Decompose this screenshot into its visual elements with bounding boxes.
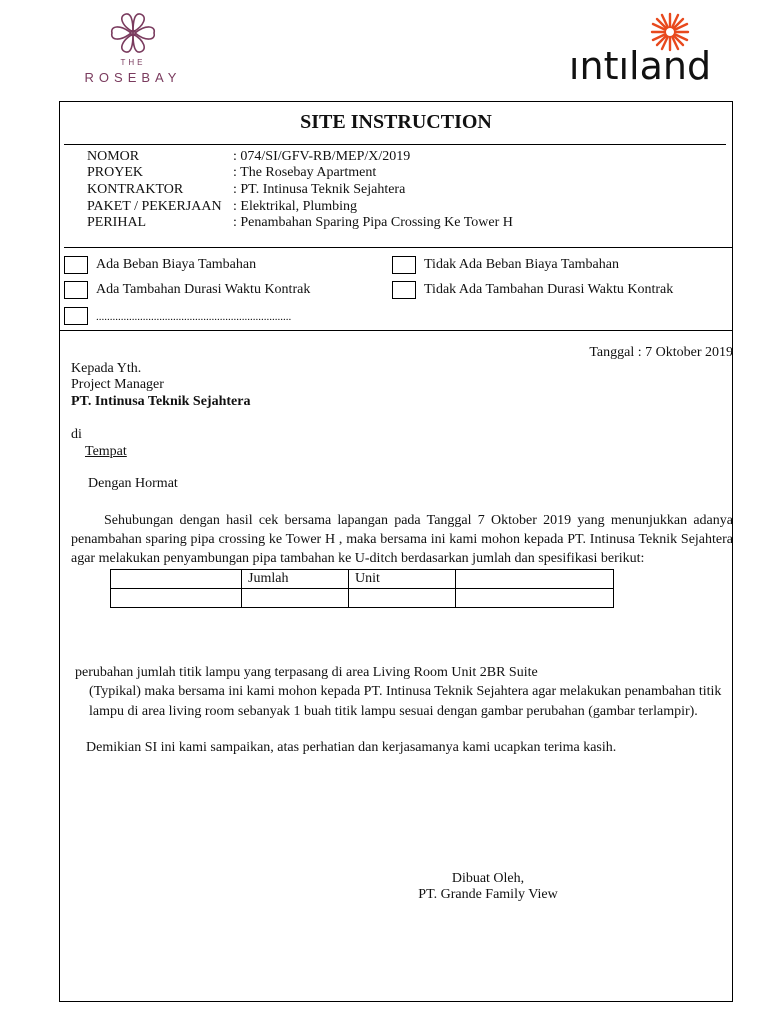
greeting: Dengan Hormat (88, 476, 178, 491)
rosebay-flower-icon (78, 12, 188, 56)
table-header-unit: Unit (349, 570, 456, 589)
table-header-cell (111, 570, 242, 589)
table-row (111, 589, 614, 608)
checkbox-label-biaya-tidak: Tidak Ada Beban Biaya Tambahan (424, 257, 619, 272)
recipient-perusahaan: PT. Intinusa Teknik Sejahtera (71, 394, 251, 409)
table-header-cell (456, 570, 614, 589)
table-header-row (111, 570, 614, 589)
recipient-di: di (71, 427, 82, 442)
checkbox-durasi-ada[interactable] (64, 281, 88, 299)
meta-value-paket: : Elektrikal, Plumbing (233, 199, 358, 214)
recipient-jabatan: Project Manager (71, 377, 164, 392)
table-cell (456, 589, 614, 608)
rosebay-name-text: ROSEBAY (84, 70, 182, 85)
title-divider (64, 144, 726, 145)
document-date: Tanggal : 7 Oktober 2019 (589, 345, 733, 360)
closing-text: Demikian SI ini kami sampaikan, atas perhatian dan kerjasamanya kami ucapkan terima kasih. (86, 740, 617, 755)
recipient-kepada: Kepada Yth. (71, 361, 142, 376)
paragraph-intro: Sehubungan dengan hasil cek bersama lapangan pada Tanggal 7 Oktober 2019 yang menunjukkan adanya penambahan sparing pipa crossing ke Tower H , maka bersama ini kami mohon kepada PT. Intinusa Teknik Sejahtera agar melakukan penyambungan pipa tambahan ke U-ditch berdasarkan jumlah dan spesifikasi berikut: (71, 513, 733, 566)
paragraph-change-line3: lampu di area living room sebanyak 1 buah titik lampu sesuai dengan gambar perubahan (gambar terlampir). (89, 704, 698, 719)
intiland-name-text: ıntıland (568, 44, 712, 88)
meta-value-kontraktor: : PT. Intinusa Teknik Sejahtera (233, 182, 406, 197)
paragraph-change-line1: perubahan jumlah titik lampu yang terpasang di area Living Room Unit 2BR Suite (75, 665, 538, 680)
paragraph-change-line2: (Typikal) maka bersama ini kami mohon kepada PT. Intinusa Teknik Sejahtera agar melakukan penambahan titik (89, 684, 722, 699)
meta-label-perihal: PERIHAL (87, 215, 147, 230)
checkbox-durasi-tidak[interactable] (392, 281, 416, 299)
checkbox-label-biaya-ada: Ada Beban Biaya Tambahan (96, 257, 257, 272)
spec-table (110, 569, 614, 608)
meta-label-paket: PAKET / PEKERJAAN (87, 199, 222, 214)
meta-value-proyek: : The Rosebay Apartment (233, 165, 377, 180)
meta-divider (64, 247, 733, 248)
rosebay-the-text: THE (120, 58, 146, 67)
table-cell (349, 589, 456, 608)
table-cell (111, 589, 242, 608)
checkbox-biaya-tidak[interactable] (392, 256, 416, 274)
meta-label-proyek: PROYEK (87, 165, 144, 180)
checkbox-label-durasi-tidak: Tidak Ada Tambahan Durasi Waktu Kontrak (424, 282, 674, 297)
checkbox-biaya-ada[interactable] (64, 256, 88, 274)
document-title: SITE INSTRUCTION (300, 111, 492, 133)
intiland-logo (560, 10, 720, 90)
signature-perusahaan: PT. Grande Family View (418, 887, 558, 902)
table-cell (242, 589, 349, 608)
recipient-tempat: Tempat (85, 444, 127, 459)
meta-value-perihal: : Penambahan Sparing Pipa Crossing Ke Tower H (233, 215, 513, 230)
checkbox-label-durasi-ada: Ada Tambahan Durasi Waktu Kontrak (96, 282, 311, 297)
checkbox-lainnya[interactable] (64, 307, 88, 325)
meta-label-kontraktor: KONTRAKTOR (87, 182, 184, 197)
checkbox-divider (59, 330, 733, 331)
rosebay-logo (78, 12, 188, 92)
meta-value-nomor: : 074/SI/GFV-RB/MEP/X/2019 (233, 149, 411, 164)
table-header-jumlah: Jumlah (242, 570, 349, 589)
meta-label-nomor: NOMOR (87, 149, 140, 164)
signature-dibuat: Dibuat Oleh, (451, 871, 525, 886)
checkbox-label-lainnya: ....................................................................... (96, 311, 292, 323)
